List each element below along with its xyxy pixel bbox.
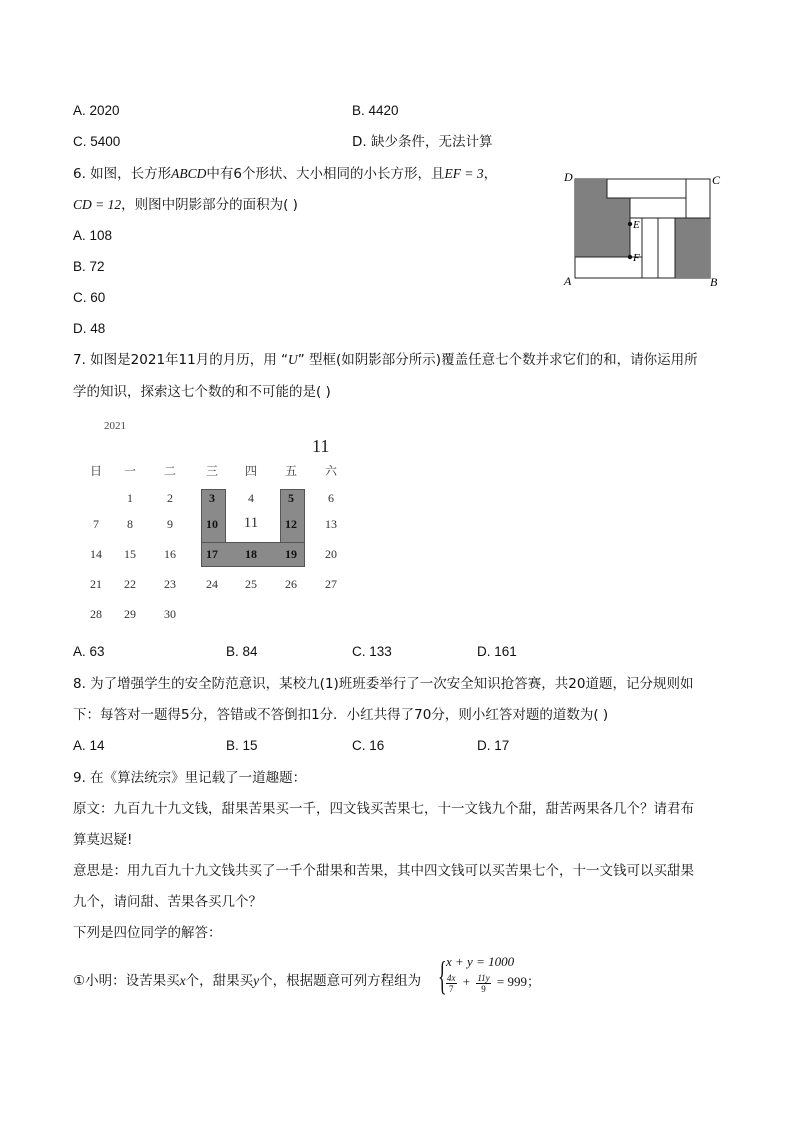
- equation-brace: {: [438, 953, 447, 998]
- q7-option-c: C. 133: [352, 644, 392, 659]
- label-f: F: [633, 252, 640, 264]
- q8-option-c: C. 16: [352, 738, 385, 753]
- fraction-11y-over-9: $\frac{11y}{9}$: [477, 972, 490, 994]
- day-cell-shaded: 3: [209, 491, 215, 505]
- day-cell: 2: [167, 491, 173, 505]
- label-a: A: [564, 274, 572, 288]
- day-cell: 30: [164, 607, 176, 621]
- q7-stem-line-2: 学的知识，探索这七个数的和不可能的是( ): [73, 384, 331, 400]
- day-cell: 24: [206, 577, 218, 591]
- weekday-sun: 日: [89, 464, 102, 478]
- fraction-4x-over-7: $\frac{4x}{7}$: [447, 972, 456, 994]
- q8-option-a: A. 14: [73, 738, 105, 753]
- day-cell-shaded: 17: [206, 547, 218, 561]
- q8-option-b: B. 15: [226, 738, 258, 753]
- day-cell: 22: [124, 577, 136, 591]
- q6-stem-line-2: CD = 12，则图中阴影部分的面积为( ): [73, 197, 298, 213]
- q9-original-line-1: 原文：九百九十九文钱，甜果苦果买一千，四文钱买苦果七，十一文钱九个甜，甜苦两果各几个？请君布: [73, 801, 694, 817]
- q9-meaning-line-1: 意思是：用九百九十九文钱共买了一千个甜果和苦果，其中四文钱可以买苦果七个，十一文钱可以买甜果: [73, 863, 694, 879]
- day-cell: 9: [167, 517, 173, 531]
- day-cell: 21: [90, 577, 102, 591]
- day-cell: 6: [328, 491, 334, 505]
- day-cell: 20: [325, 547, 337, 561]
- q8-stem-line-2: 下：每答对一题得5分，答错或不答倒扣1分．小红共得了70分，则小红答对题的道数为( ): [73, 707, 609, 723]
- q6-option-c: C. 60: [73, 290, 106, 305]
- shaded-region-right: [675, 218, 710, 278]
- day-cell: 29: [124, 607, 136, 621]
- q7-option-a: A. 63: [73, 644, 105, 659]
- label-e: E: [633, 219, 640, 231]
- day-cell: 8: [127, 517, 133, 531]
- q9-intro: 下列是四位同学的解答：: [73, 925, 222, 941]
- small-rect-3: [686, 179, 710, 218]
- calendar-month: 11: [312, 436, 330, 456]
- weekday-sat: 六: [324, 464, 337, 478]
- day-cell-shaded: 18: [245, 547, 257, 561]
- q9-answer-1-text: ①小明：设苦果买x个，甜果买y个，根据题意可列方程组为: [73, 973, 422, 989]
- q5-option-a: A. 2020: [73, 103, 120, 118]
- equation-1: x + y = 1000: [446, 954, 515, 969]
- day-cell: 16: [164, 547, 176, 561]
- q6-option-b: B. 72: [73, 259, 105, 274]
- q5-option-c: C. 5400: [73, 134, 121, 149]
- point-f: [628, 255, 632, 259]
- q8-stem-line-1: 8. 为了增强学生的安全防范意识，某校九(1)班班委举行了一次安全知识抢答赛，共20道题，记分规则如: [73, 676, 694, 692]
- day-cell: 7: [93, 517, 99, 531]
- day-cell-shaded: 10: [206, 517, 218, 531]
- day-cell-center: 11: [243, 515, 259, 531]
- day-cell: 4: [248, 491, 254, 505]
- weekday-wed: 三: [205, 464, 218, 478]
- weekday-tue: 二: [163, 464, 176, 478]
- q5-option-d: D. 缺少条件，无法计算: [352, 134, 493, 150]
- q7-option-d: D. 161: [477, 644, 517, 659]
- day-cell: 23: [164, 577, 176, 591]
- q7-calendar: [82, 412, 352, 632]
- day-cell: 13: [325, 517, 337, 531]
- day-cell: 27: [325, 577, 337, 591]
- label-c: C: [712, 173, 721, 187]
- day-cell: 1: [127, 491, 133, 505]
- weekday-mon: 一: [123, 464, 136, 478]
- small-rect-5: [658, 218, 675, 278]
- q6-stem-line-1: 6. 如图，长方形ABCD中有6个形状、大小相同的小长方形，且EF = 3，: [73, 166, 498, 182]
- q6-rectangle-figure: [560, 168, 730, 292]
- weekday-thu: 四: [244, 464, 257, 478]
- day-cell-shaded: 12: [285, 517, 297, 531]
- label-d: D: [564, 170, 573, 184]
- small-rect-4: [642, 218, 658, 278]
- q9-meaning-line-2: 九个，请问甜、苦果各买几个？: [73, 894, 262, 910]
- label-b: B: [710, 275, 718, 289]
- weekday-fri: 五: [284, 464, 297, 478]
- q5-option-b: B. 4420: [352, 103, 399, 118]
- day-cell: 15: [124, 547, 136, 561]
- q9-stem: 9. 在《算法统宗》里记载了一道趣题：: [73, 770, 307, 786]
- point-e: [628, 222, 632, 226]
- q6-option-d: D. 48: [73, 321, 106, 336]
- q8-option-d: D. 17: [477, 738, 510, 753]
- q7-stem-line-1: 7. 如图是2021年11月的月历，用 “U” 型框(如阴影部分所示)覆盖任意七个数并求它们的和，请你运用所: [73, 352, 698, 368]
- day-cell: 26: [285, 577, 297, 591]
- day-cell-shaded: 5: [288, 491, 294, 505]
- equation-2: $\frac{4x}{7}$ + $\frac{11y}{9}$ = 999；: [447, 972, 541, 994]
- small-rect-1: [607, 179, 686, 198]
- calendar-year: 2021: [104, 420, 126, 432]
- q9-original-line-2: 算莫迟疑!: [73, 832, 133, 848]
- small-rect-6: [575, 257, 642, 278]
- q7-option-b: B. 84: [226, 644, 258, 659]
- day-cell-shaded: 19: [285, 547, 297, 561]
- day-cell: 28: [90, 607, 102, 621]
- q6-option-a: A. 108: [73, 228, 113, 243]
- day-cell: 25: [245, 577, 257, 591]
- day-cell: 14: [90, 547, 102, 561]
